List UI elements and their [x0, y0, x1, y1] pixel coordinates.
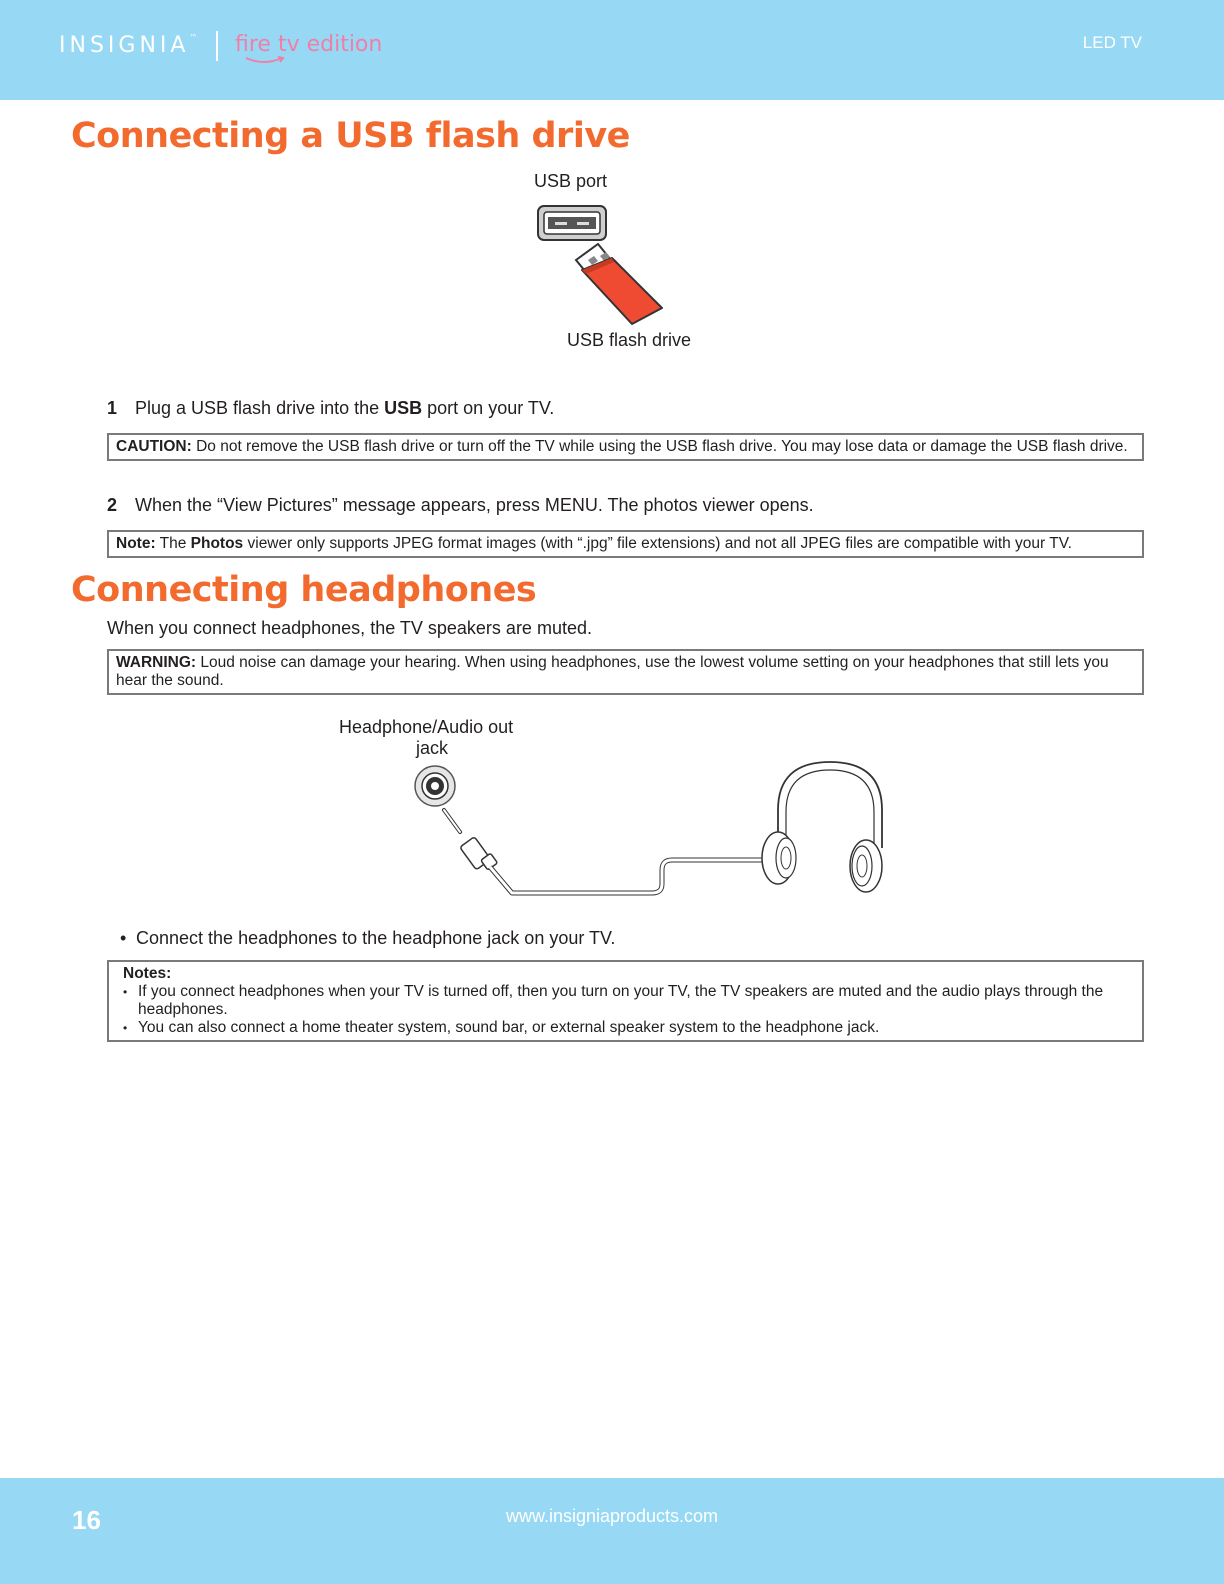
jack-label-line-1: Headphone/Audio out [339, 717, 514, 737]
connect-headphones-text: Connect the headphones to the headphone jack on your TV. [136, 928, 616, 948]
headphone-cable [490, 860, 772, 893]
caution-box [107, 433, 1144, 461]
brand-logo [59, 33, 197, 58]
note-label: Note: [116, 535, 156, 552]
step-1 [107, 398, 554, 419]
usb-flash-drive-icon [576, 244, 662, 324]
step-1-text-end: port on your TV. [422, 398, 555, 418]
headphones-icon [762, 762, 882, 892]
warning-label: WARNING: [116, 654, 197, 671]
jack-label-line-2: jack [416, 738, 449, 758]
note-text-end: viewer only supports JPEG format images (with “.jpg” file extensions) and not all JPEG files are compatible with your TV. [243, 535, 1072, 552]
headphones-section-title: Connecting headphones [71, 570, 537, 610]
fire-tv-edition-logo: fire tv edition [235, 32, 383, 57]
usb-section-title: Connecting a USB flash drive [71, 116, 630, 156]
brand-name: INSIGNIA [59, 33, 190, 58]
page-footer [0, 1478, 1224, 1584]
product-type: LED TV [1082, 33, 1142, 52]
step-1-number: 1 [107, 398, 118, 418]
caution-label: CAUTION: [116, 438, 192, 455]
headphones-intro: When you connect headphones, the TV speakers are muted. [107, 618, 592, 638]
bullet-symbol: • [120, 928, 127, 948]
warning-box [107, 649, 1144, 695]
usb-port-label: USB port [534, 171, 608, 191]
step-1-bold: USB [384, 398, 423, 418]
notes-label: Notes: [123, 965, 172, 982]
caution-text: Do not remove the USB flash drive or turn off the TV while using the USB flash drive. You may lose data or damage the USB flash drive. [191, 438, 1128, 455]
headphones-diagram [400, 760, 900, 905]
smile-arrow-icon [244, 56, 288, 66]
notes-box [107, 960, 1144, 1042]
website-url: www.insigniaproducts.com [505, 1506, 719, 1526]
notes-list [116, 983, 1135, 1037]
connect-headphones-bullet [120, 928, 615, 949]
audio-jack-icon [415, 766, 455, 806]
usb-port-icon [538, 206, 606, 240]
note-text-start: The [155, 535, 191, 552]
audio-plug-icon [444, 810, 498, 870]
step-2 [107, 495, 814, 516]
note-item: • If you connect headphones when your TV is turned off, then you turn on your TV, the TV speakers are muted and the audio plays through the headphones. [116, 983, 1135, 1019]
page-number: 16 [72, 1505, 101, 1535]
brand-trademark: ™ [189, 33, 198, 42]
usb-flash-drive-label: USB flash drive [567, 330, 692, 350]
step-1-text-start: Plug a USB flash drive into the [135, 398, 385, 418]
note-box [107, 530, 1144, 558]
usb-diagram [536, 204, 676, 329]
brand-divider [216, 31, 218, 61]
warning-text: Loud noise can damage your hearing. When using headphones, use the lowest volume setting on your headphones that still lets you hear the sound. [116, 654, 1109, 689]
note-bold: Photos [190, 535, 244, 552]
note-item: • You can also connect a home theater system, sound bar, or external speaker system to the headphone jack. [116, 1019, 1135, 1037]
step-2-number: 2 [107, 495, 118, 515]
step-2-text: When the “View Pictures” message appears, press MENU. The photos viewer opens. [135, 495, 814, 515]
